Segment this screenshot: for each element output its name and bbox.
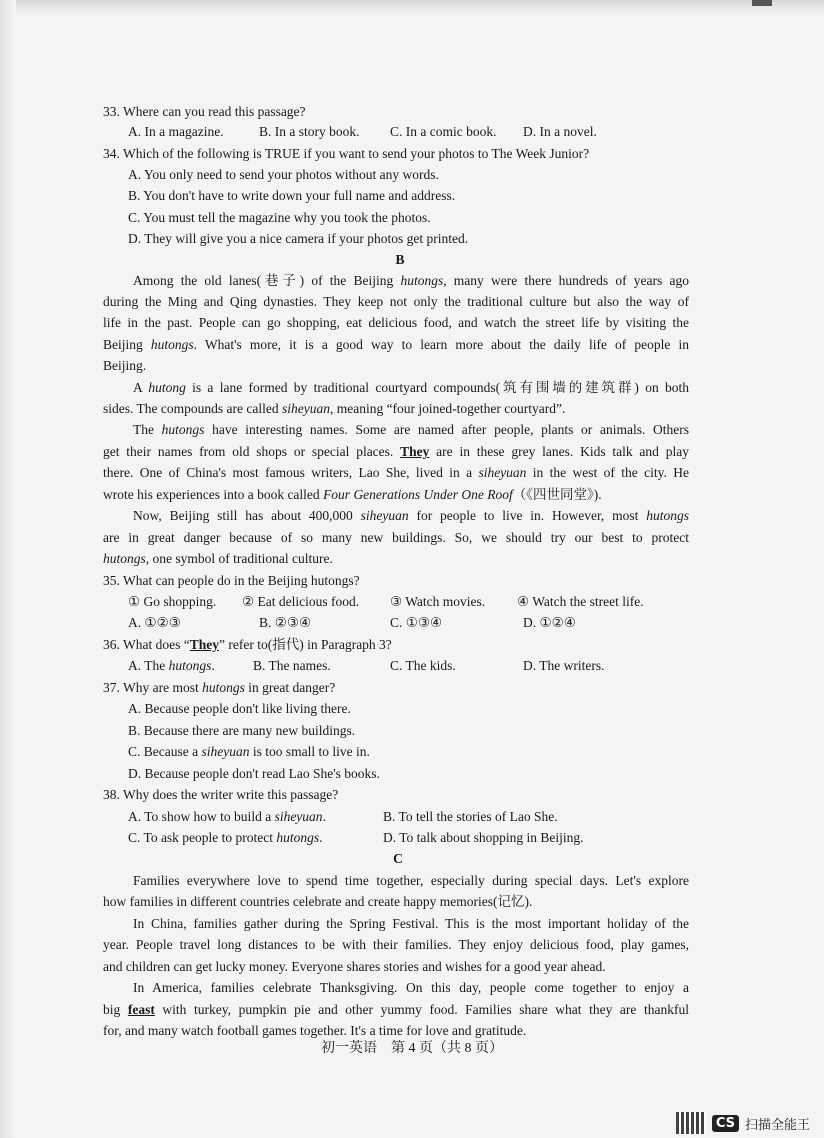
scanner-watermark	[676, 1112, 810, 1134]
q36-stem: 36. What does “They” refer to(指代) in Paragraph 3?	[103, 637, 392, 652]
qr-code-icon	[676, 1112, 706, 1134]
q35-option-c: C. ①③④	[390, 615, 443, 630]
section-b-p3-line4: wrote his experiences into a book called Four Generations Under One Roof（《四世同堂》).	[103, 487, 602, 502]
q37-option-c: C. Because a siheyuan is too small to live in.	[128, 744, 370, 759]
q38-option-d: D. To talk about shopping in Beijing.	[383, 830, 584, 845]
section-c-p3-line1: In America, families celebrate Thanksgiving. On this day, people come together to enjoy a	[133, 980, 689, 995]
section-b-p3-line2: get their names from old shops or special places. They are in these grey lanes. Kids talk and play	[103, 444, 689, 459]
section-b-p1-line4: Beijing hutongs. What's more, it is a good way to learn more about the daily life of people in	[103, 337, 689, 352]
q34-stem: 34. Which of the following is TRUE if you want to send your photos to The Week Junior?	[103, 146, 590, 161]
q35-stem: 35. What can people do in the Beijing hutongs?	[103, 573, 360, 588]
cs-logo: CS	[712, 1115, 739, 1132]
q35-option-b: B. ②③④	[259, 615, 312, 630]
section-b-p1-line3: life in the past. People can go shopping, eat delicious food, and watch the street life by visiting the	[103, 315, 689, 330]
q34-option-d: D. They will give you a nice camera if your photos get printed.	[128, 231, 469, 246]
q36-option-b: B. The names.	[253, 658, 331, 673]
section-c-heading: C	[393, 851, 403, 866]
section-c-p2-line2: year. People travel long distances to be with their families. They enjoy delicious food, play games,	[103, 937, 689, 952]
q38-stem: 38. Why does the writer write this passage?	[103, 787, 339, 802]
scanner-brand: 扫描全能王	[744, 1117, 810, 1133]
section-b-p4-line1: Now, Beijing still has about 400,000 siheyuan for people to live in. However, most hutongs	[133, 508, 689, 523]
q34-option-c: C. You must tell the magazine why you took the photos.	[128, 210, 431, 225]
section-b-heading: B	[395, 252, 405, 267]
q38-option-b: B. To tell the stories of Lao She.	[383, 809, 558, 824]
q37-stem: 37. Why are most hutongs in great danger?	[103, 680, 336, 695]
section-c-p1-line1: Families everywhere love to spend time together, especially during special days. Let's explore	[133, 873, 689, 888]
section-b-p1-line5: Beijing.	[103, 358, 147, 373]
q34-option-b: B. You don't have to write down your full name and address.	[128, 188, 456, 203]
q33-option-b: B. In a story book.	[259, 124, 360, 139]
q37-option-b: B. Because there are many new buildings.	[128, 723, 356, 738]
section-c-p3-line2: big feast with turkey, pumpkin pie and other yummy food. Families share what they are thankful	[103, 1002, 689, 1017]
q35-choice-3: ③ Watch movies.	[390, 594, 486, 609]
section-c-p2-line3: and children can get lucky money. Everyone shares stories and wishes for a good year ahead.	[103, 959, 606, 974]
section-b-p1-line1: Among the old lanes(巷子) of the Beijing hutongs, many were there hundreds of years ago	[133, 273, 689, 288]
section-b-p2-line1: A hutong is a lane formed by traditional courtyard compounds(筑有围墙的建筑群) on both	[133, 380, 689, 395]
q33-stem: 33. Where can you read this passage?	[103, 104, 306, 119]
section-c-p3-line3: for, and many watch football games together. It's a time for love and gratitude.	[103, 1023, 527, 1038]
q36-option-d: D. The writers.	[523, 658, 605, 673]
q38-option-a: A. To show how to build a siheyuan.	[128, 809, 326, 824]
section-b-p4-line2: are in great danger because of so many new buildings. So, we should try our best to protect	[103, 530, 689, 545]
section-b-p2-line2: sides. The compounds are called siheyuan, meaning “four joined-together courtyard”.	[103, 401, 566, 416]
page-edge-shadow	[0, 0, 16, 1138]
q34-option-a: A. You only need to send your photos without any words.	[128, 167, 439, 182]
page-footer: 初一英语 第 4 页（共 8 页）	[321, 1041, 503, 1056]
q33-option-d: D. In a novel.	[523, 124, 597, 139]
q35-option-d: D. ①②④	[523, 615, 576, 630]
q37-option-a: A. Because people don't like living there.	[128, 701, 351, 716]
section-b-p3-line3: there. One of China's most famous writers, Lao She, lived in a siheyuan in the west of the city. He	[103, 465, 689, 480]
q33-option-a: A. In a magazine.	[128, 124, 224, 139]
q36-option-c: C. The kids.	[390, 658, 456, 673]
q35-option-a: A. ①②③	[128, 615, 181, 630]
q35-choice-4: ④ Watch the street life.	[517, 594, 644, 609]
q35-choice-1: ① Go shopping.	[128, 594, 217, 609]
section-c-p2-line1: In China, families gather during the Spring Festival. This is the most important holiday of the	[133, 916, 689, 931]
q35-choice-2: ② Eat delicious food.	[242, 594, 360, 609]
page-fold-shadow	[0, 0, 824, 14]
q36-option-a: A. The hutongs.	[128, 658, 215, 673]
q37-option-d: D. Because people don't read Lao She's books.	[128, 766, 380, 781]
q33-option-c: C. In a comic book.	[390, 124, 497, 139]
section-b-p4-line3: hutongs, one symbol of traditional culture.	[103, 551, 333, 566]
section-b-p3-line1: The hutongs have interesting names. Some are named after people, plants or animals. Others	[133, 422, 689, 437]
q38-option-c: C. To ask people to protect hutongs.	[128, 830, 323, 845]
section-c-p1-line2: how families in different countries celebrate and create happy memories(记忆).	[103, 894, 533, 909]
section-b-p1-line2: during the Ming and Qing dynasties. They keep not only the traditional culture but also the way of	[103, 294, 689, 309]
